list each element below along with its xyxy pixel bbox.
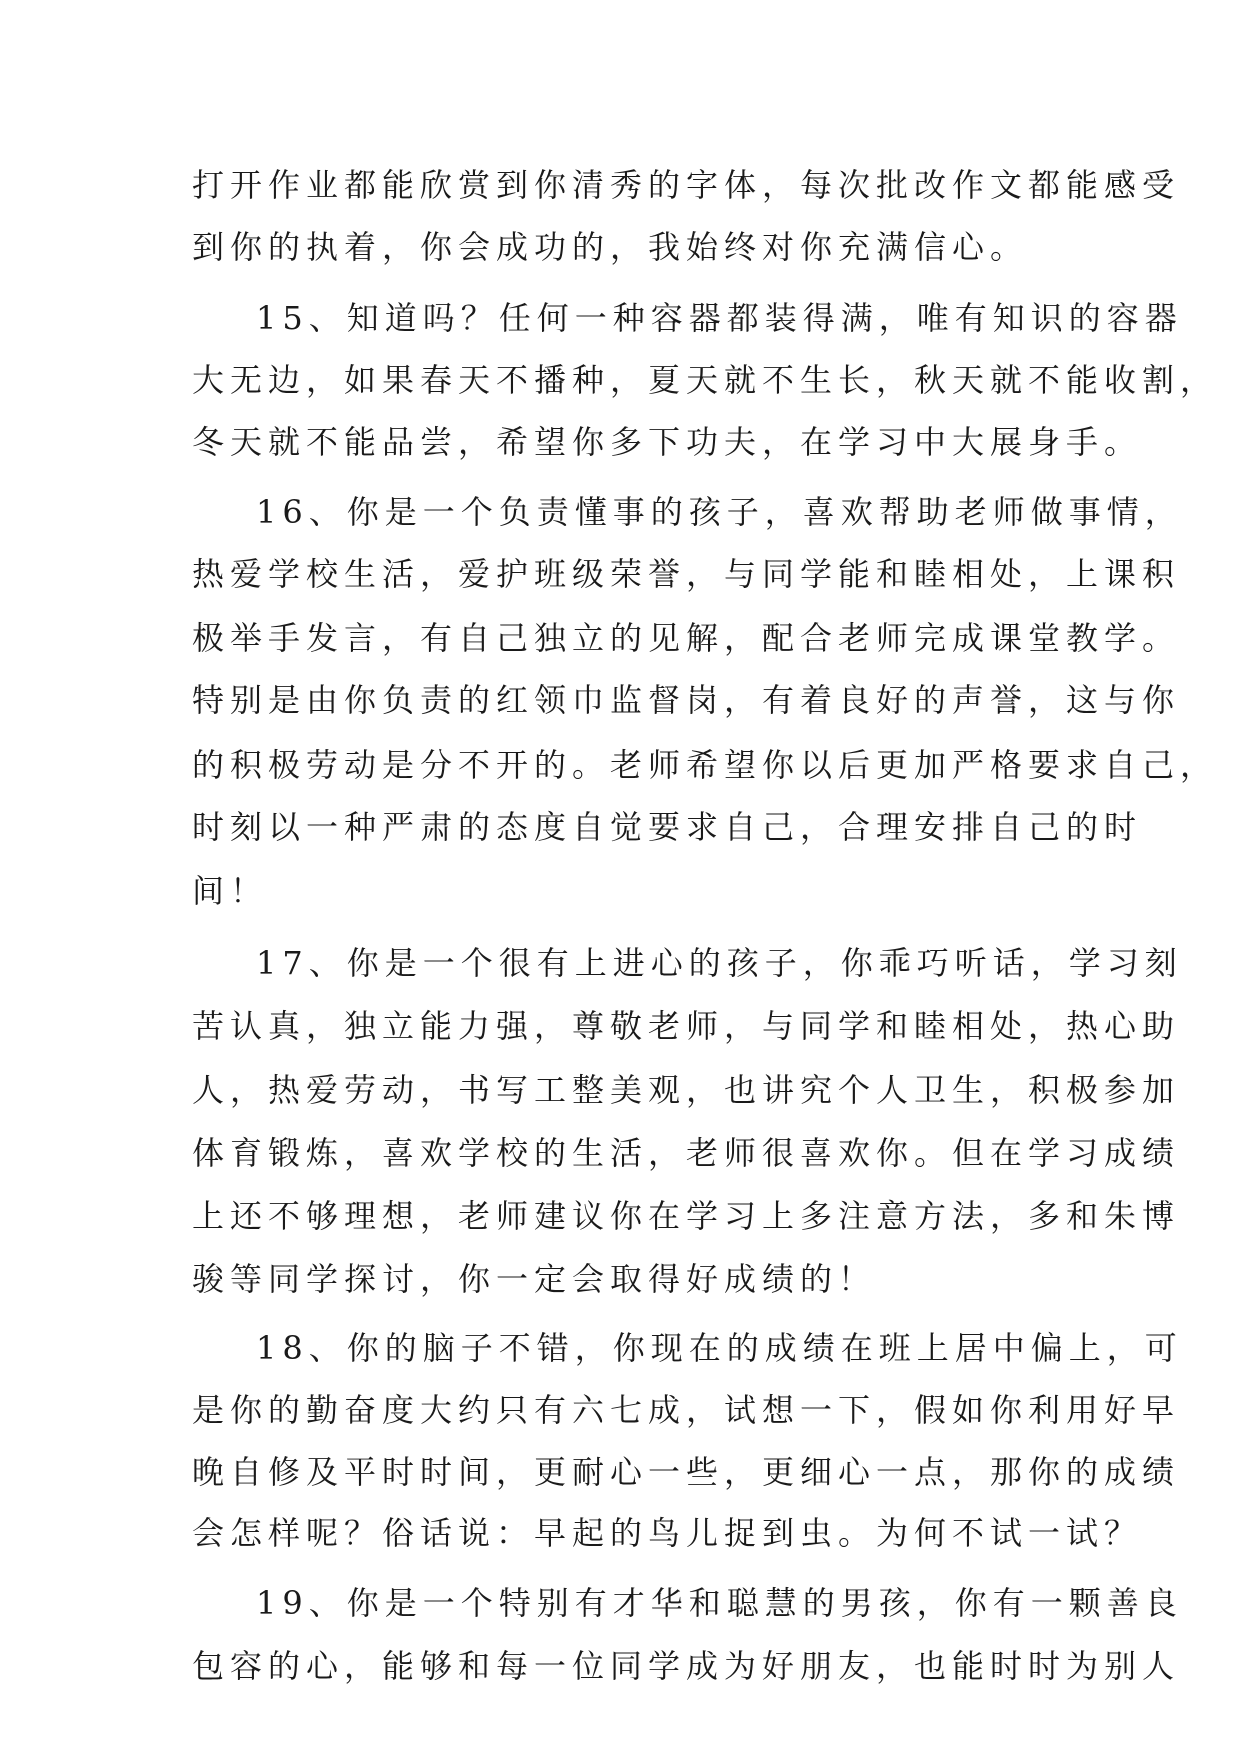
text-line: 特别是由你负责的红领巾监督岗，有着良好的声誉，这与你 [192, 681, 1181, 719]
text-line: 间！ [192, 872, 269, 910]
text-line: 体育锻炼，喜欢学校的生活，老师很喜欢你。但在学习成绩 [192, 1134, 1181, 1172]
text-line: 包容的心，能够和每一位同学成为好朋友，也能时时为别人 [192, 1647, 1181, 1685]
text-line: 晚自修及平时时间，更耐心一些，更细心一点，那你的成绩 [192, 1453, 1181, 1491]
paragraph-19-line: 19、你是一个特别有才华和聪慧的男孩，你有一颗善良 [256, 1584, 1183, 1622]
text-line: 时刻以一种严肃的态度自觉要求自己，合理安排自己的时 [192, 808, 1143, 846]
text-line: 人，热爱劳动，书写工整美观，也讲究个人卫生，积极参加 [192, 1071, 1181, 1109]
text-line: 骏等同学探讨，你一定会取得好成绩的！ [192, 1260, 877, 1298]
text-line: 极举手发言，有自己独立的见解，配合老师完成课堂教学。 [192, 619, 1181, 657]
text-line: 的积极劳动是分不开的。老师希望你以后更加严格要求自己， [192, 746, 1219, 784]
text-line: 大无边，如果春天不播种，夏天就不生长，秋天就不能收割， [192, 361, 1219, 399]
text-line: 到你的执着，你会成功的，我始终对你充满信心。 [192, 228, 1029, 266]
text-line: 冬天就不能品尝，希望你多下功夫，在学习中大展身手。 [192, 423, 1143, 461]
text-line: 是你的勤奋度大约只有六七成，试想一下，假如你利用好早 [192, 1391, 1181, 1429]
paragraph-17-line: 17、你是一个很有上进心的孩子，你乖巧听话，学习刻 [256, 944, 1183, 982]
text-line: 打开作业都能欣赏到你清秀的字体，每次批改作文都能感受 [192, 166, 1181, 204]
text-line: 热爱学校生活，爱护班级荣誉，与同学能和睦相处，上课积 [192, 555, 1181, 593]
text-line: 上还不够理想，老师建议你在学习上多注意方法，多和朱博 [192, 1197, 1181, 1235]
text-line: 会怎样呢？俗话说：早起的鸟儿捉到虫。为何不试一试？ [192, 1514, 1143, 1552]
paragraph-16-line: 16、你是一个负责懂事的孩子，喜欢帮助老师做事情， [256, 493, 1183, 531]
text-line: 苦认真，独立能力强，尊敬老师，与同学和睦相处，热心助 [192, 1007, 1181, 1045]
paragraph-18-line: 18、你的脑子不错，你现在的成绩在班上居中偏上，可 [256, 1329, 1183, 1367]
paragraph-15-line: 15、知道吗？任何一种容器都装得满，唯有知识的容器 [256, 299, 1183, 337]
